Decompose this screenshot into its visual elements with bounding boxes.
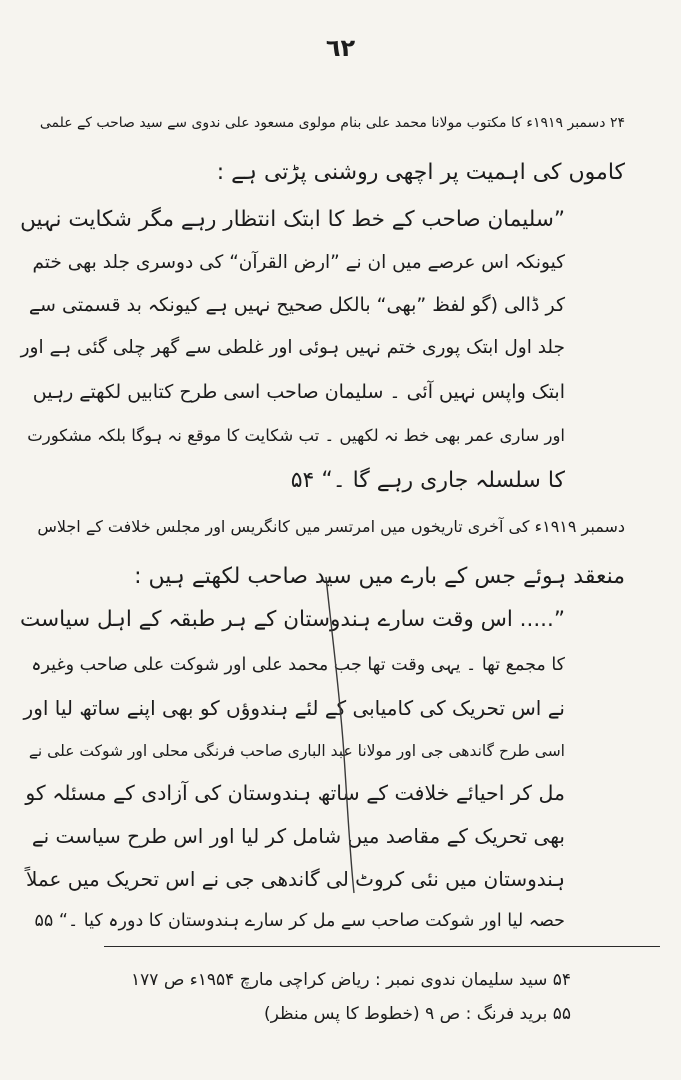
quote1-line-3: کر ڈالی (گو لفظ ”بھی“ بالکل صحیح نہیں ہے کیونکہ بد قسمتی سے (28, 294, 565, 316)
quote2-line-6: بھی تحریک کے مقاصد میں شامل کر لیا اور اس طرح سیاست نے (31, 824, 565, 848)
quote1-line-1: ”سلیمان صاحب کے خط کا ابتک انتظار رہے مگر شکایت نہیں (20, 207, 565, 232)
quote1-line-2: کیونکہ اس عرصے میں ان نے ”ارض القرآن“ کی دوسری جلد بھی ختم (32, 252, 565, 273)
footnote-1: ۵۴ سید سلیمان ندوی نمبر : ریاض کراچی مارچ ۱۹۵۴ء ص ۱۷۷ (131, 970, 571, 990)
quote1-line-6: اور ساری عمر بھی خط نہ لکھیں ۔ تب شکایت کا موقع نہ ہوگا بلکہ مشکورت (27, 426, 565, 445)
quote1-line-5: ابتک واپس نہیں آئی ۔ سلیمان صاحب اسی طرح کتابیں لکھتے رہیں (32, 381, 565, 403)
quote2-line-7: ہندوستان میں نئی کروٹ لی گاندھی جی نے اس تحریک میں عملاً (25, 867, 565, 891)
page-number: ٦٢ (325, 34, 356, 62)
quote1-line-7: کا سلسلہ جاری رہے گا ۔“ ۵۴ (290, 468, 565, 493)
intro2-line-1: دسمبر ۱۹۱۹ء کی آخری تاریخوں میں امرتسر میں کانگریس اور مجلس خلافت کے اجلاس (37, 517, 625, 536)
quote2-line-8: حصہ لیا اور شوکت صاحب سے مل کر سارے ہندوستان کا دورہ کیا ۔“ ۵۵ (34, 911, 565, 931)
footnote-2: ۵۵ برید فرنگ : ص ۹ (خطوط کا پس منظر) (263, 1004, 571, 1024)
quote2-line-1: ”..... اس وقت سارے ہندوستان کے ہر طبقہ کے اہل سیاست (19, 607, 565, 632)
intro-line-2: کاموں کی اہمیت پر اچھی روشنی پڑتی ہے : (216, 160, 625, 185)
quote1-line-4: جلد اول ابتک پوری ختم نہیں ہوئی اور غلطی سے گھر چلی گئی ہے اور (20, 337, 565, 358)
quote2-line-5: مل کر احیائے خلافت کے ساتھ ہندوستان کی آزادی کے مسئلہ کو (25, 781, 565, 805)
intro2-line-2: منعقد ہوئے جس کے بارے میں سید صاحب لکھتے ہیں : (134, 564, 625, 589)
quote2-line-4: اسی طرح گاندھی جی اور مولانا عبد الباری صاحب فرنگی محلی اور شوکت علی نے (28, 742, 565, 760)
footnote-divider (104, 946, 660, 947)
intro-line-1: ۲۴ دسمبر ۱۹۱۹ء کا مکتوب مولانا محمد علی بنام مولوی مسعود علی ندوی سے سید صاحب کے علمی (39, 115, 625, 131)
quote2-line-2: کا مجمع تھا ۔ یہی وقت تھا جب محمد علی اور شوکت علی صاحب وغیرہ (31, 655, 565, 675)
quote2-line-3: نے اس تحریک کی کامیابی کے لئے ہندوؤں کو بھی اپنے ساتھ لیا اور (23, 696, 565, 720)
